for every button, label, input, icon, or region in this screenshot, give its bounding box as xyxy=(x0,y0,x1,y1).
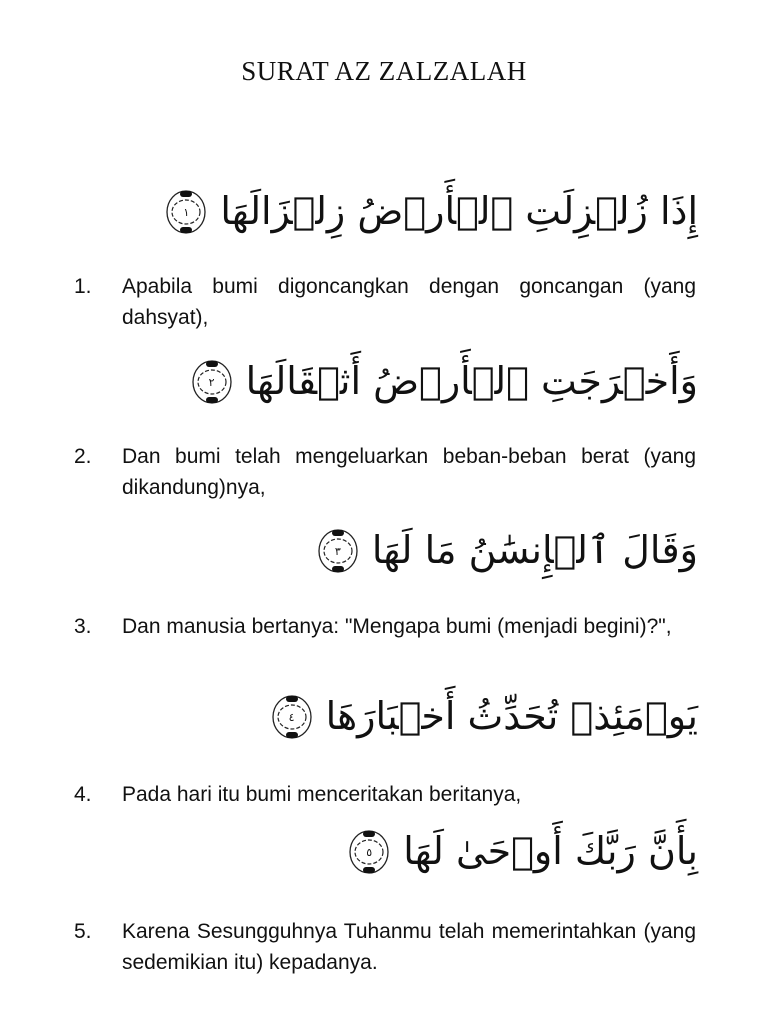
verse-end-marker-icon xyxy=(316,527,360,575)
translation-text: Apabila bumi digoncangkan dengan goncangan (yang dahsyat), xyxy=(122,275,696,329)
arabic-text: يَوۡمَئِذٖ تُحَدِّثُ أَخۡبَارَهَا xyxy=(325,694,698,739)
arabic-verse-4 xyxy=(270,693,698,741)
verse-number-arabic: ٢ xyxy=(208,375,215,389)
translation-number: 4. xyxy=(74,783,92,806)
translation-1 xyxy=(74,271,696,333)
verse-number-arabic: ٤ xyxy=(288,710,295,724)
verse-number-arabic: ٣ xyxy=(334,544,341,558)
verse-end-marker-icon xyxy=(347,828,391,876)
arabic-verse-2 xyxy=(190,358,698,406)
translation-number: 3. xyxy=(74,615,92,638)
translation-text: Dan manusia bertanya: "Mengapa bumi (menjadi begini)?", xyxy=(122,615,672,638)
verse-end-marker-icon xyxy=(270,693,314,741)
translation-text: Dan bumi telah mengeluarkan beban-beban berat (yang dikandung)nya, xyxy=(122,445,696,499)
translation-5 xyxy=(74,916,696,978)
translation-3 xyxy=(74,611,696,642)
translation-number: 1. xyxy=(74,275,92,298)
translation-number: 2. xyxy=(74,445,92,468)
translation-text: Karena Sesungguhnya Tuhanmu telah memerintahkan (yang sedemikian itu) kepadanya. xyxy=(122,920,696,974)
arabic-verse-3 xyxy=(316,527,698,575)
arabic-text: إِذَا زُلۡزِلَتِ ٱلۡأَرۡضُ زِلۡزَالَهَا xyxy=(220,189,698,234)
verse-number-arabic: ٥ xyxy=(366,845,373,859)
translation-4 xyxy=(74,779,696,810)
arabic-verse-1 xyxy=(164,188,698,236)
verse-end-marker-icon xyxy=(164,188,208,236)
arabic-text: بِأَنَّ رَبَّكَ أَوۡحَىٰ لَهَا xyxy=(403,829,698,874)
page-title: SURAT AZ ZALZALAH xyxy=(241,56,527,86)
verse-end-marker-icon xyxy=(190,358,234,406)
translation-text: Pada hari itu bumi menceritakan beritanya, xyxy=(122,783,522,806)
arabic-text: وَقَالَ ٱلۡإِنسَٰنُ مَا لَهَا xyxy=(371,528,698,573)
translation-number: 5. xyxy=(74,920,92,943)
translation-2 xyxy=(74,441,696,503)
arabic-text: وَأَخۡرَجَتِ ٱلۡأَرۡضُ أَثۡقَالَهَا xyxy=(245,359,698,404)
verse-number-arabic: ١ xyxy=(183,205,190,219)
arabic-verse-5 xyxy=(347,828,698,876)
